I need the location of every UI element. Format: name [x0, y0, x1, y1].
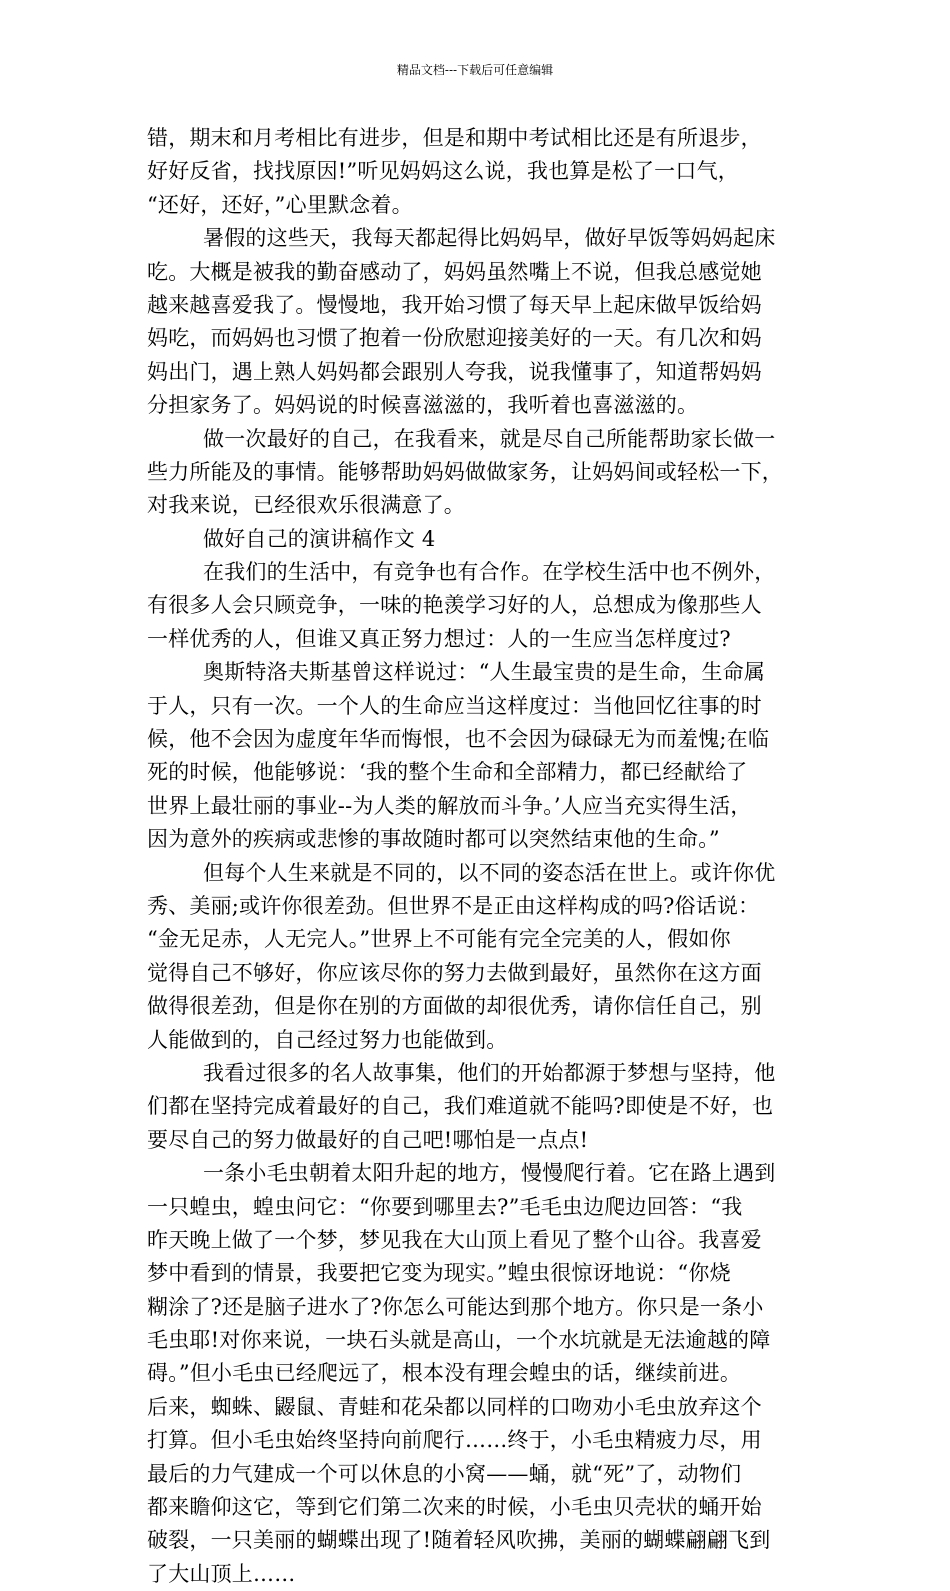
body-text-line: 但每个人生来就是不同的，以不同的姿态活在世上。或许你优 [203, 860, 776, 885]
body-text-line: 好好反省，找找原因!”听见妈妈这么说，我也算是松了一口气， [147, 159, 739, 184]
body-text-line: 糊涂了?还是脑子进水了?你怎么可能达到那个地方。你只是一条小 [147, 1294, 764, 1319]
body-text-line: 妈吃，而妈妈也习惯了抱着一份欣慰迎接美好的一天。有几次和妈 [147, 326, 762, 351]
body-text-line: 奥斯特洛夫斯基曾这样说过：“人生最宝贵的是生命，生命属 [203, 660, 766, 685]
body-text-line: 人能做到的，自己经过努力也能做到。 [147, 1027, 508, 1052]
body-text-line: 在我们的生活中，有竞争也有合作。在学校生活中也不例外， [203, 560, 776, 585]
body-text-line: “还好，还好，”心里默念着。 [147, 192, 413, 217]
body-text-line: 些力所能及的事情。能够帮助妈妈做做家务，让妈妈间或轻松一下， [147, 459, 783, 484]
body-text-line: 们都在坚持完成着最好的自己，我们难道就不能吗?即使是不好，也 [147, 1094, 774, 1119]
body-text-line: 梦中看到的情景，我要把它变为现实。”蝗虫很惊讶地说：“你烧 [147, 1261, 731, 1286]
body-text-line: 后来，蜘蛛、鼹鼠、青蛙和花朵都以同样的口吻劝小毛虫放弃这个 [147, 1394, 762, 1419]
body-text-line: 候，他不会因为虚度年华而悔恨，也不会因为碌碌无为而羞愧;在临 [147, 727, 770, 752]
body-text-line: 暑假的这些天，我每天都起得比妈妈早，做好早饭等妈妈起床 [203, 226, 776, 251]
body-text-line: “金无足赤，人无完人。”世界上不可能有完全完美的人，假如你 [147, 927, 731, 952]
body-text-line: 碍。”但小毛虫已经爬远了，根本没有理会蝗虫的话，继续前进。 [147, 1361, 742, 1386]
body-text-line: 最后的力气建成一个可以休息的小窝——蛹，就“死”了，动物们 [147, 1461, 742, 1486]
body-text-line: 因为意外的疾病或悲惨的事故随时都可以突然结束他的生命。” [147, 827, 720, 852]
page-header: 精品文档---下载后可任意编辑 [396, 63, 554, 77]
body-text-line: 秀、美丽;或许你很差劲。但世界不是正由这样构成的吗?俗话说： [147, 893, 760, 918]
body-text-line: 妈出门，遇上熟人妈妈都会跟别人夸我，说我懂事了，知道帮妈妈 [147, 359, 762, 384]
body-text-line: 于人，只有一次。一个人的生命应当这样度过：当他回忆往事的时 [147, 693, 762, 718]
body-text-line: 毛虫耶!对你来说，一块石头就是高山，一个水坑就是无法逾越的障 [147, 1328, 771, 1353]
body-text-line: 做得很差劲，但是你在别的方面做的却很优秀，请你信任自己，别 [147, 994, 762, 1019]
body-text-line: 我看过很多的名人故事集，他们的开始都源于梦想与坚持，他 [203, 1060, 776, 1085]
body-text-line: 死的时候，他能够说：‘我的整个生命和全部精力，都已经献给了 [147, 760, 748, 785]
body-text-line: 做好自己的演讲稿作文 4 [203, 526, 436, 551]
body-text-line: 做一次最好的自己，在我看来，就是尽自己所能帮助家长做一 [203, 426, 776, 451]
body-text-line: 世界上最壮丽的事业--为人类的解放而斗争。’人应当充实得生活， [147, 793, 752, 818]
body-text-line: 打算。但小毛虫始终坚持向前爬行……终于，小毛虫精疲力尽，用 [147, 1428, 762, 1453]
body-text-line: 错，期末和月考相比有进步，但是和期中考试相比还是有所退步， [147, 126, 762, 150]
body-text-line: 分担家务了。妈妈说的时候喜滋滋的，我听着也喜滋滋的。 [147, 393, 699, 418]
body-text-line: 一只蝗虫，蝗虫问它：“你要到哪里去?”毛毛虫边爬边回答：“我 [147, 1194, 743, 1219]
body-text-line: 对我来说，已经很欢乐很满意了。 [147, 493, 465, 518]
body-text-line: 觉得自己不够好，你应该尽你的努力去做到最好，虽然你在这方面 [147, 960, 762, 985]
document-body [147, 122, 815, 1591]
body-text-line: 吃。大概是被我的勤奋感动了，妈妈虽然嘴上不说，但我总感觉她 [147, 259, 762, 284]
body-text-line: 破裂，一只美丽的蝴蝶出现了!随着轻风吹拂，美丽的蝴蝶翩翩飞到 [147, 1528, 771, 1553]
body-text-line: 一样优秀的人，但谁又真正努力想过：人的一生应当怎样度过? [147, 626, 731, 651]
body-text-line: 昨天晚上做了一个梦，梦见我在大山顶上看见了整个山谷。我喜爱 [147, 1227, 762, 1252]
body-text-line: 一条小毛虫朝着太阳升起的地方，慢慢爬行着。它在路上遇到 [203, 1161, 776, 1186]
body-text-line: 了大山顶上…… [147, 1561, 296, 1586]
body-text-line: 要尽自己的努力做最好的自己吧!哪怕是一点点! [147, 1127, 589, 1152]
body-text-line: 越来越喜爱我了。慢慢地，我开始习惯了每天早上起床做早饭给妈 [147, 292, 762, 317]
body-text-line: 有很多人会只顾竞争，一味的艳羡学习好的人，总想成为像那些人 [147, 593, 762, 618]
body-text-line: 都来瞻仰这它，等到它们第二次来的时候，小毛虫贝壳状的蛹开始 [147, 1495, 762, 1520]
